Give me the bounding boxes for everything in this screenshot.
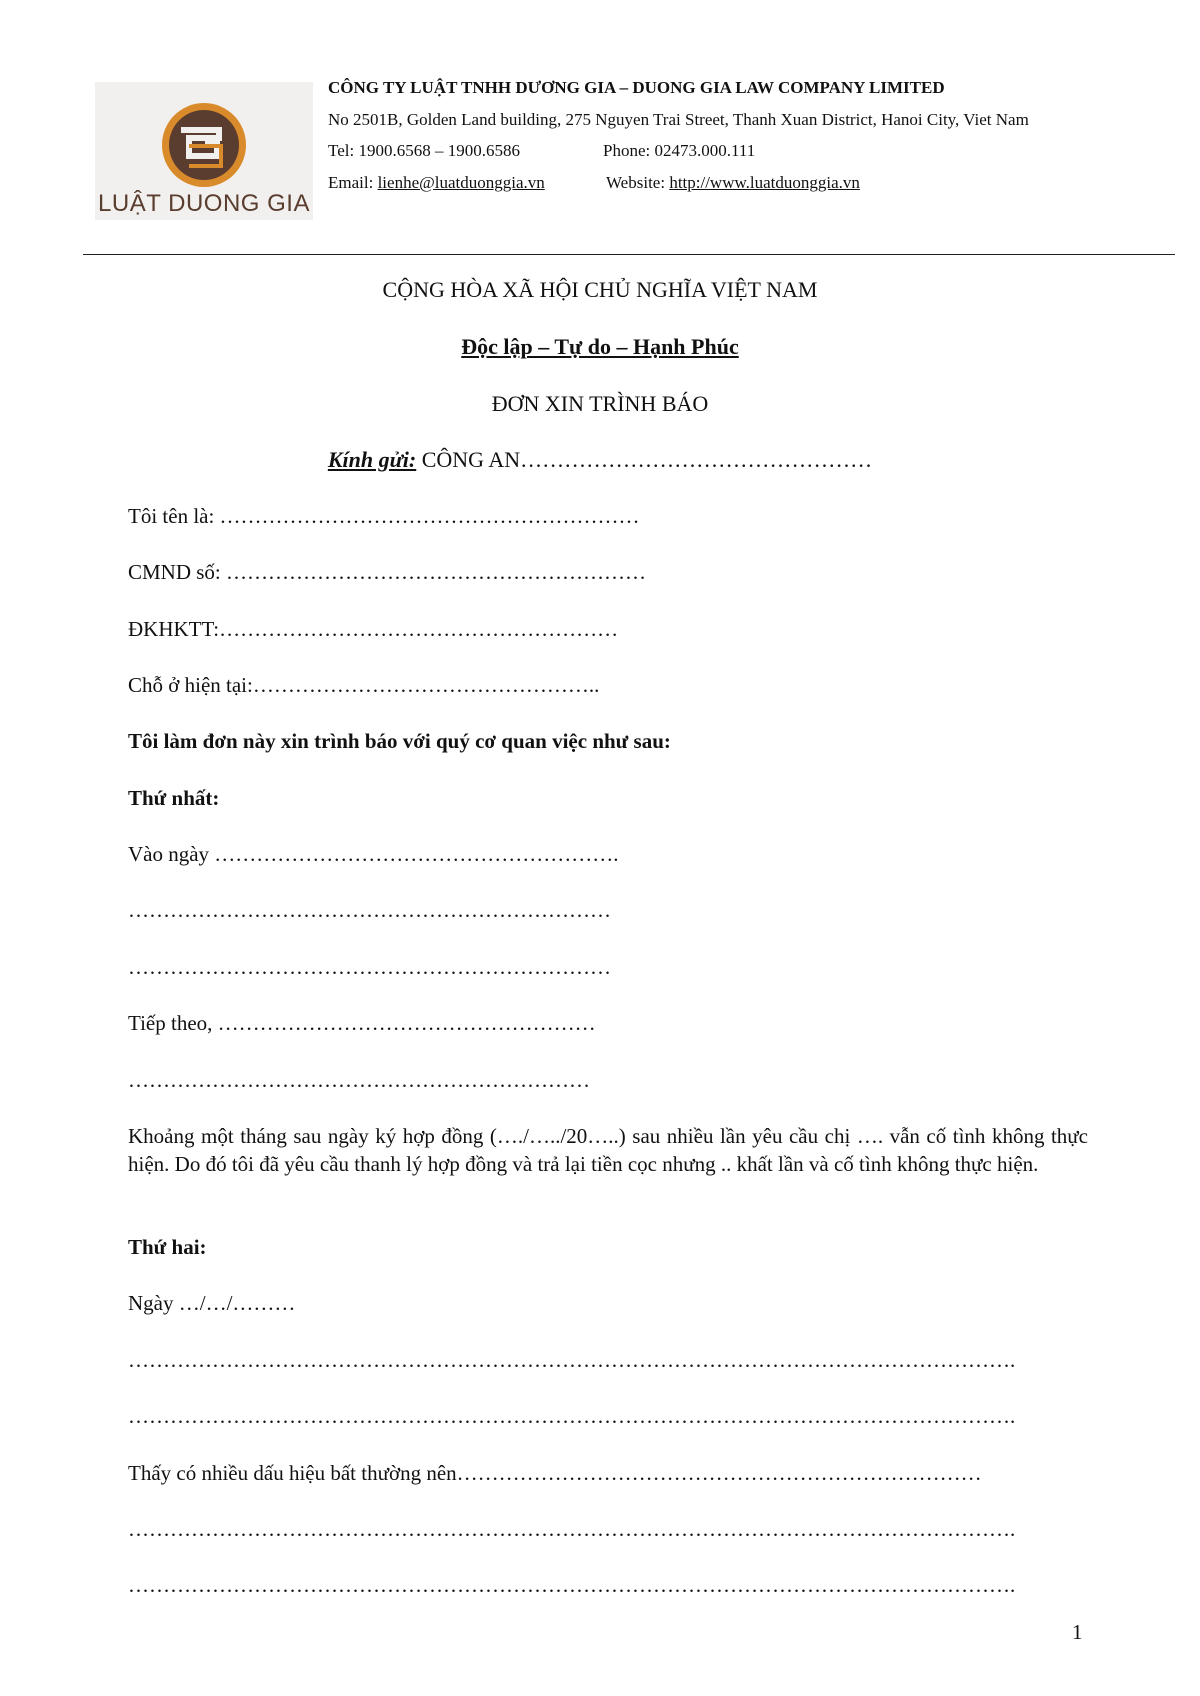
field-permanent-residence: ĐKHKTT:………………………………………………… — [128, 617, 619, 641]
second-blank-line: ………………………………………………………………………………………………………………. — [128, 1348, 1016, 1372]
email-link[interactable]: lienhe@luatduonggia.vn — [377, 173, 545, 192]
header-divider — [83, 254, 1175, 255]
recipient-value: CÔNG AN………………………………………… — [416, 447, 873, 472]
unusual-blank-line: ………………………………………………………………………………………………………………. — [128, 1517, 1016, 1541]
logo-text: LUẬT DUONG GIA — [98, 190, 310, 217]
second-blank-line: ………………………………………………………………………………………………………………. — [128, 1404, 1016, 1428]
field-id-number: CMND số: …………………………………………………… — [128, 560, 647, 584]
first-blank-line: …………………………………………………………… — [128, 955, 611, 979]
nation-title: CỘNG HÒA XÃ HỘI CHỦ NGHĨA VIỆT NAM — [382, 277, 818, 302]
first-blank-line: …………………………………………………………… — [128, 898, 611, 922]
first-date-line: Vào ngày …………………………………………………. — [128, 842, 619, 866]
company-tel: Tel: 1900.6568 – 1900.6586 — [328, 141, 520, 160]
incident-paragraph: Khoảng một tháng sau ngày ký hợp đồng (…./…../20…..) sau nhiều lần yêu cầu chị …. vẫn cố tình không thực hiện. Do đó tôi đã yêu cầu thanh lý hợp đồng và trả lại tiền cọc nhưng .. khất lần và cố tình không thực hiện. — [128, 1124, 1088, 1176]
company-website-row — [606, 173, 860, 193]
website-label: Website: — [606, 173, 670, 192]
next-line: Tiếp theo, ……………………………………………… — [128, 1011, 596, 1035]
page-number: 1 — [1072, 1620, 1083, 1644]
email-label: Email: — [328, 173, 378, 192]
company-name: CÔNG TY LUẬT TNHH DƯƠNG GIA – DUONG GIA LAW COMPANY LIMITED — [328, 78, 945, 97]
motto-wrap — [0, 334, 1200, 360]
motto: Độc lập – Tự do – Hạnh Phúc — [461, 334, 739, 359]
intro-statement: Tôi làm đơn này xin trình báo với quý cơ quan việc như sau: — [128, 729, 671, 753]
logo-emblem-icon — [159, 100, 249, 190]
field-current-address: Chỗ ở hiện tại:………………………………………….. — [128, 673, 600, 697]
recipient-label: Kính gửi: — [327, 447, 417, 472]
company-address: No 2501B, Golden Land building, 275 Nguyen Trai Street, Thanh Xuan District, Hanoi City, Viet Nam — [328, 110, 1029, 129]
next-blank-line: ………………………………………………………… — [128, 1068, 590, 1092]
document-title: ĐƠN XIN TRÌNH BÁO — [491, 391, 709, 416]
company-phone: Phone: 02473.000.111 — [603, 141, 756, 160]
unusual-signs-line: Thấy có nhiều dấu hiệu bất thường nên………………………………………………………………… — [128, 1461, 982, 1485]
first-heading: Thứ nhất: — [128, 786, 220, 810]
website-link[interactable]: http://www.luatduonggia.vn — [669, 173, 860, 192]
company-logo — [95, 82, 313, 220]
recipient-line — [0, 447, 1200, 473]
second-date-line: Ngày …/…/……… — [128, 1291, 296, 1315]
unusual-blank-line: ………………………………………………………………………………………………………………. — [128, 1573, 1016, 1597]
field-name: Tôi tên là: …………………………………………………… — [128, 504, 640, 528]
second-heading: Thứ hai: — [128, 1235, 207, 1259]
company-email-row — [328, 173, 545, 193]
